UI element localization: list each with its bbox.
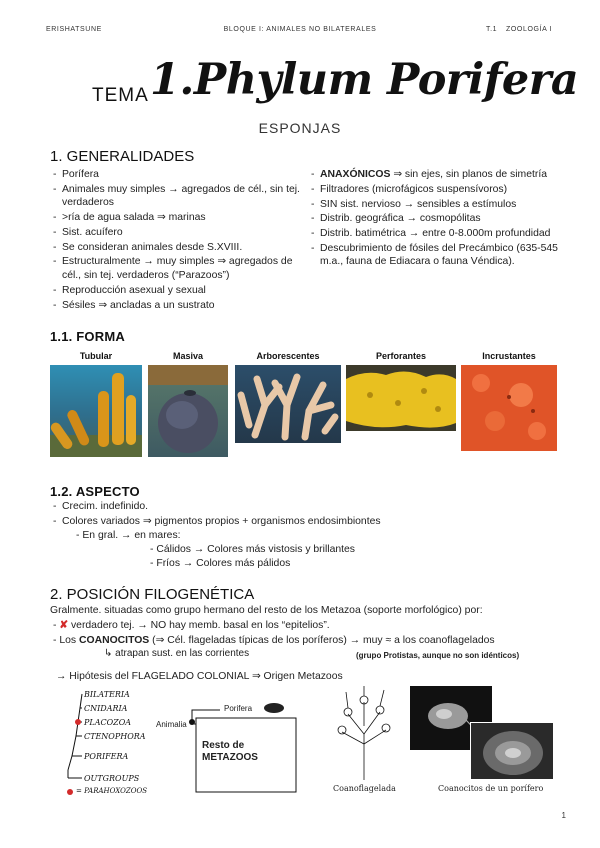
diagram-porifera: Porifera	[224, 704, 253, 713]
coanocitos-term: COANOCITOS	[79, 635, 150, 646]
section-heading-generalidades: 1. GENERALIDADES	[50, 148, 195, 165]
taxon-ctenophora: CTENOPHORA	[84, 732, 146, 741]
list-item: - Colores variados ⇒ pigmentos propios + organismos endosimbiontes	[53, 515, 573, 529]
list-item: - Sésiles ⇒ ancladas a un sustrato	[53, 299, 309, 313]
photo-microscope-2	[470, 722, 554, 780]
title-block	[92, 55, 579, 115]
section-heading-forma: 1.1. FORMA	[50, 329, 125, 344]
boring-sponge-icon	[346, 365, 456, 431]
massive-sponge-icon	[148, 365, 228, 457]
taxon-bilateria: BILATERIA	[84, 690, 130, 699]
posicion-bullet-2: - Los COANOCITOS (⇒ Cél. flageladas típicas de los poríferos) → muy ≈ a los coanoflagelados	[53, 635, 495, 646]
page-number: 1	[561, 811, 566, 820]
aspecto-calidos: - Cálidos → Colores más vistosis y brillantes	[150, 544, 355, 555]
list-item	[311, 168, 567, 182]
title-prefix: TEMA	[92, 85, 149, 106]
page-title: 1.Phylum Porifera	[150, 55, 579, 105]
taxon-outgroups: OUTGROUPS	[84, 774, 140, 783]
metazoa-diagram	[156, 690, 306, 794]
photo-encrusting-sponge	[461, 365, 557, 451]
list-item: - Descubrimiento de fósiles del Precámbico (635-545 m.a., fauna de Ediacara o fauna Véndica).	[311, 242, 567, 269]
taxon-porifera: PORIFERA	[84, 752, 129, 761]
bullet-2-pre: Los	[59, 635, 79, 646]
page-subtitle: ESPONJAS	[258, 120, 342, 136]
taxon-placozoa: PLACOZOA	[84, 718, 132, 727]
list-item: - Animales muy simples → agregados de cél., sin tej. verdaderos	[53, 183, 309, 210]
generalidades-right-list	[311, 168, 567, 270]
posicion-note: (grupo Protistas, aunque no son idénticos)	[356, 651, 520, 660]
label-tubular: Tubular	[79, 351, 113, 361]
list-item: - Sist. acuífero	[53, 226, 309, 240]
list-item: - Distrib. geográfica → cosmopólitas	[311, 212, 567, 226]
choanoflagellate-icon	[328, 684, 400, 784]
photo-tubular-sponge	[50, 365, 142, 457]
photo-perforating-sponge	[346, 365, 456, 431]
anaxonicos-desc: ⇒ sin ejes, sin planos de simetría	[390, 169, 547, 180]
diagram-box-line1: Resto de	[202, 740, 245, 751]
hipotesis-line: → Hipótesis del FLAGELADO COLONIAL ⇒ Origen Metazoos	[56, 671, 343, 682]
cladogram	[56, 686, 148, 798]
aspecto-frios: - Fríos → Colores más pálidos	[150, 558, 291, 569]
aspecto-mares: - En gral. → en mares:	[76, 530, 181, 541]
label-perforantes: Perforantes	[375, 351, 427, 361]
list-item: - Crecim. indefinido.	[53, 500, 573, 514]
section-heading-posicion: 2. POSICIÓN FILOGENÉTICA	[50, 586, 255, 603]
encrusting-sponge-icon	[461, 365, 557, 451]
caption-coanocitos: Coanocitos de un porífero	[438, 784, 544, 793]
label-incrustantes: Incrustantes	[482, 351, 536, 361]
posicion-intro: Gralmente. situadas como grupo hermano del resto de los Metazoa (soporte morfológico) por:	[50, 605, 483, 616]
label-arborescentes: Arborescentes	[256, 351, 320, 361]
header-subject: ZOOLOGÍA I	[506, 26, 553, 33]
tubular-sponge-icon	[50, 365, 142, 457]
taxon-cnidaria: CNIDARIA	[84, 704, 128, 713]
bullet-1-text: verdadero tej. → NO hay memb. basal en los “epitelios”.	[70, 620, 330, 631]
list-item: - Estructuralmente → muy simples ⇒ agregados de cél., sin tej. verdaderos (“Parazoos”)	[53, 255, 309, 282]
anaxonicos-term: ANAXÓNICOS	[320, 169, 391, 180]
diagram-box-line2: METAZOOS	[202, 752, 258, 763]
label-masiva: Masiva	[172, 351, 204, 361]
posicion-bullet-2-sub: ↳ atrapan sust. en las corrientes	[104, 648, 250, 659]
header-block: BLOQUE I: ANIMALES NO BILATERALES	[223, 26, 377, 33]
branching-sponge-icon	[235, 365, 341, 443]
cross-icon: ✘	[59, 620, 69, 631]
cladogram-legend: = PARAHOXOZOOS	[76, 787, 147, 795]
list-item: - >ría de agua salada ⇒ marinas	[53, 211, 309, 225]
section-heading-aspecto: 1.2. ASPECTO	[50, 484, 140, 499]
list-item: - Reproducción asexual y sexual	[53, 284, 309, 298]
header-topic-number: T.1	[486, 26, 498, 33]
photo-arborescent-sponge	[235, 365, 341, 443]
choanocyte-chamber-icon	[471, 723, 554, 780]
list-item: - Filtradores (microfágicos suspensívoros)	[311, 183, 567, 197]
list-item: - Porífera	[53, 168, 309, 182]
choanoflagellate-drawing	[328, 684, 400, 784]
list-item: - Se consideran animales desde S.XVIII.	[53, 241, 309, 255]
aspecto-list	[53, 500, 573, 530]
generalidades-left-list	[53, 168, 309, 313]
posicion-bullet-1: - ✘ verdadero tej. → NO hay memb. basal en los “epitelios”.	[53, 620, 330, 631]
list-item: - Distrib. batimétrica → entre 0-8.000m profundidad	[311, 227, 567, 241]
caption-coanoflagelada: Coanoflagelada	[333, 784, 396, 793]
bullet-2-post: (⇒ Cél. flageladas típicas de los poríferos) → muy ≈ a los coanoflagelados	[149, 635, 495, 646]
diagram-animalia: Animalia	[156, 720, 187, 729]
list-item: - SIN sist. nervioso → sensibles a estímulos	[311, 198, 567, 212]
header-author: ERISHATSUNE	[46, 26, 102, 33]
photo-masiva-sponge	[148, 365, 228, 457]
